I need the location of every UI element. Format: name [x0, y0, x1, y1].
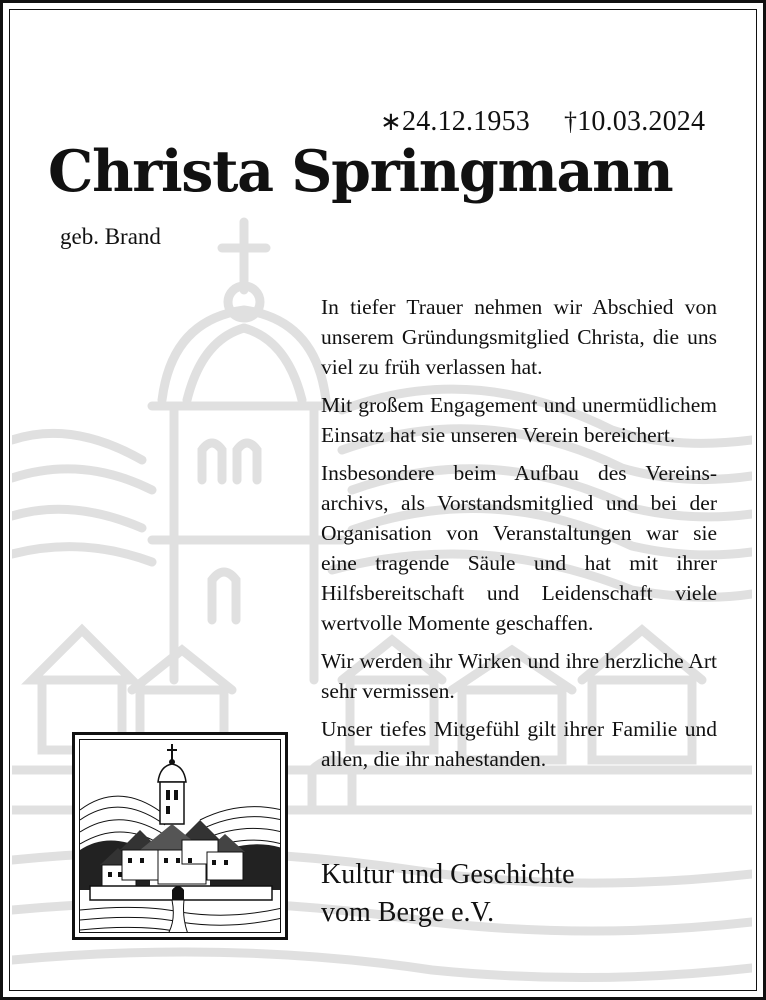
death-cross-icon: † — [564, 107, 578, 136]
church-village-drawing — [80, 740, 281, 933]
paragraph-sympathy: Unser tiefes Mitgefühl gilt ihrer Familie und allen, die ihr nahestanden. — [321, 717, 717, 771]
paragraph-engagement: Mit großem Engagement und unermüdlichem Einsatz hat sie unseren Verein bereichert. — [321, 393, 717, 447]
church-village-image — [72, 732, 288, 940]
deceased-name: Christa Springmann — [48, 138, 673, 205]
paragraph-contributions: Insbesondere beim Aufbau des Vereinsarchivs, als Vorstandsmitglied und bei der Organisation von Veranstaltungen war sie eine tragende Säule und hat mit ihrer Hilfsbereitschaft und Leidenschaft viele wertvolle Momente geschaffen. — [321, 461, 717, 635]
paragraph-farewell: In tiefer Trauer nehmen wir Abschied von unserem Gründungsmitglied Christa, die uns viel zu früh verlassen hat. — [321, 295, 717, 379]
signature-line-1: Kultur und Geschichte — [321, 859, 575, 890]
paragraph-miss: Wir werden ihr Wirken und ihre herzliche Art sehr vermissen. — [321, 649, 717, 703]
death-date: 10.03.2024 — [577, 106, 706, 137]
life-dates — [380, 106, 705, 138]
signature — [321, 856, 575, 932]
birth-star-icon: ∗ — [380, 107, 402, 136]
maiden-name: geb. Brand — [60, 224, 161, 249]
signature-line-2: vom Berge e.V. — [321, 897, 495, 928]
condolence-text — [321, 292, 717, 782]
birth-date: 24.12.1953 — [402, 106, 530, 137]
